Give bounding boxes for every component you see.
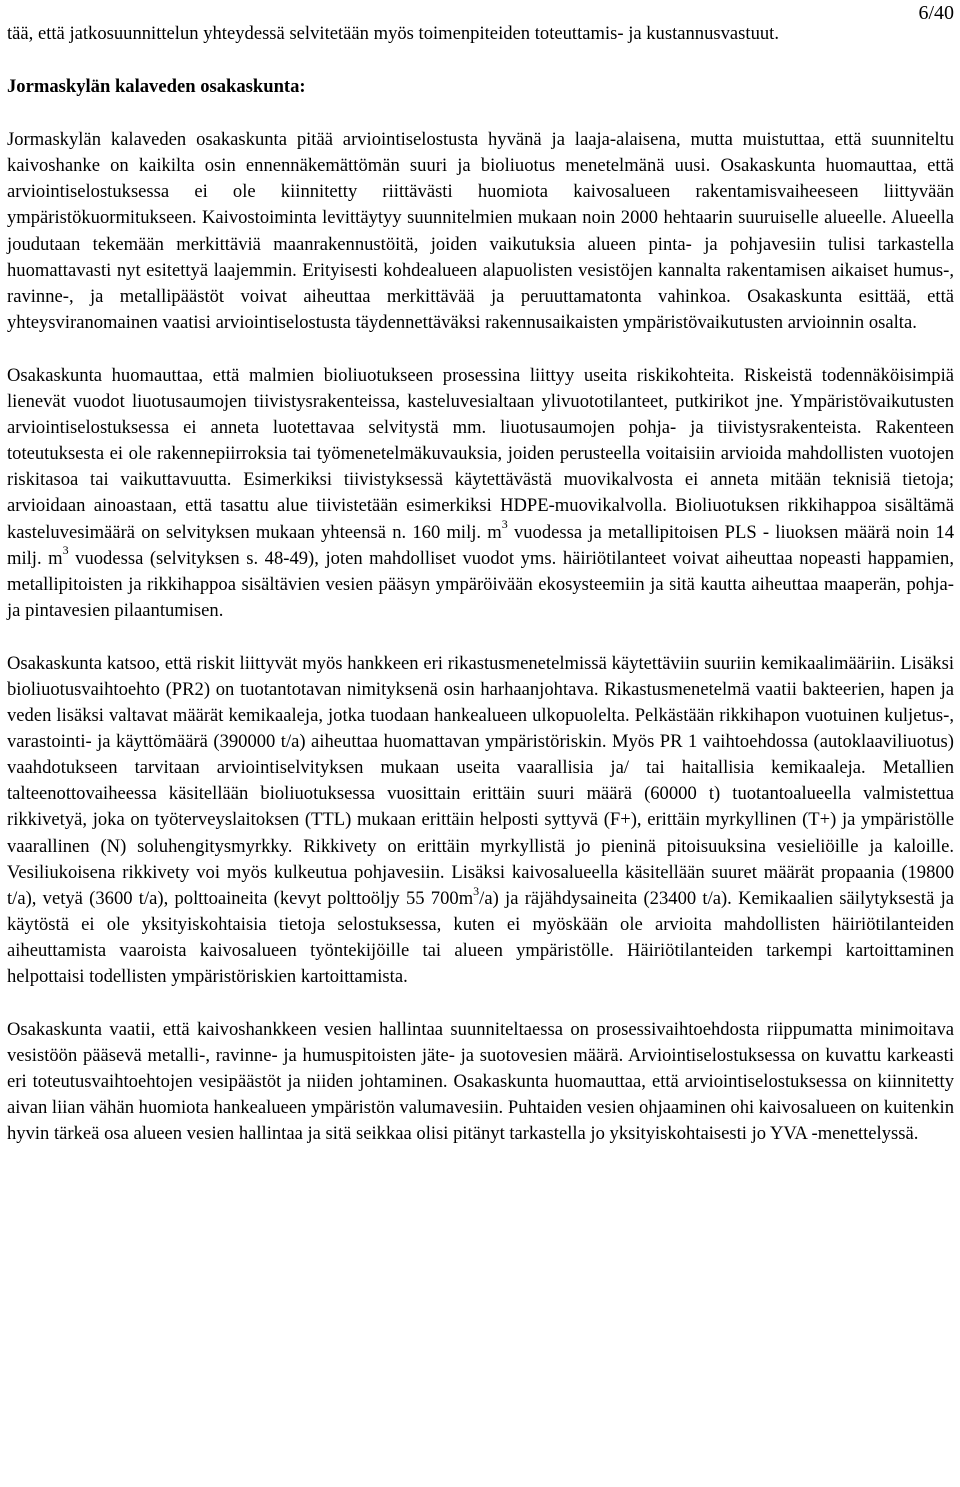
paragraph-text-part: Osakaskunta huomauttaa, että malmien bioliuotukseen prosessina liittyy useita riskikohteita. Riskeistä todennäköisimpiä lienevät vuodot liuotusaumojen tiivistysrakenteissa, kasteluvesialtaan ylivuototilanteet, putkirikot jne. Ympäristövaikutusten arviointiselostuksessa ei anneta luotettavaa selvitystä mm. liuotusaumojen pohja- ja tiivistysrakenteista. Rakenteen toteutuksesta ei ole rakennepiirroksia tai työmenetelmäkuvauksia, joiden perusteella voitaisiin arvioida mahdollisten vuotojen riskitasoa tai vaikuttavuutta. Esimerkiksi tiivistyksessä käytettävästä muovikalvosta ei anneta mitään teknisiä tietoja; arvioidaan ainoastaan, että tasattu alue tiivistetään esimerkiksi HDPE-muovikalvolla. Bioliuotuksen rikkihappoa sisältämä kasteluvesimäärä on selvityksen mukaan yhteensä n. 160 milj. m xyxy=(7,364,954,543)
intro-paragraph: tää, että jatkosuunnittelun yhteydessä selvitetään myös toimenpiteiden toteuttamis- ja kustannusvastuut. xyxy=(7,23,779,44)
superscript: 3 xyxy=(62,543,69,558)
superscript: 3 xyxy=(501,517,508,532)
paragraph-rakentamisvaihe: Jormaskylän kalaveden osakaskunta pitää arviointiselostusta hyvänä ja laaja-alaisena, mutta muistuttaa, että suunniteltu kaivoshanke on kaikilta osin ennennäkemättömän suuri ja bioliuotus menetelmänä uusi. Osakaskunta huomauttaa, että arviointiselostuksessa ei ole kiinnitetty riittävästi huomiota kaivosalueen rakentamisvaiheeseen liittyvään ympäristökuormitukseen. Kaivostoiminta levittäytyy suunnitelmien mukaan noin 2000 hehtaarin suuruiselle alueelle. Alueella joudutaan tekemään merkittäviä maanrakennustöitä, joiden vaikutuksia alueen pinta- ja pohjavesiin tulisi tarkastella huomattavasti nyt esitettyä laajemmin. Erityisesti kohdealueen alapuolisten vesistöjen kannalta rakentamisen aikaiset humus-, ravinne-, ja metallipäästöt voivat aiheuttaa merkittävää ja peruuttamatonta vahinkoa. Osakaskunta esittää, että yhteysviranomainen vaatisi arviointiselostusta täydennettäväksi rakennusaikaisten ympäristövaikutusten arvioinnin osalta. xyxy=(7,129,954,333)
section-heading: Jormaskylän kalaveden osakaskunta: xyxy=(7,76,306,98)
document-page xyxy=(7,0,954,1148)
paragraph-text-part: vuodessa ja metallipitoisen PLS - liuoksen määrä noin 14 milj. m xyxy=(7,521,954,569)
paragraph-text-part: Osakaskunta katsoo, että riskit liittyvät myös hankkeen eri rikastusmenetelmissä käytettäviin suuriin kemikaalimääriin. Lisäksi bioliuotusvaihtoehto (PR2) on tuotantotavan nimityksenä osin harhaanjohtava. Rikastusmenetelmä vaatii bakteerien, hapen ja veden lisäksi valtavat määrät kemikaaleja, jotka tuodaan hankealueen ulkopuolelta. Pelkästään rikkihapon vuotuinen kuljetus-, varastointi- ja käyttömäärä (390000 t/a) aiheuttaa huomattavan ympäristöriskin. Myös PR 1 vaihtoehdossa (autoklaaviliuotus) vaahdotukseen tarvitaan arviointiselvityksen mukaan useita vaarallisia ja/ tai haitallisia kemikaaleja. Metallien talteenottovaiheessa käsitellään bioliuotuksessa vuosittain erittäin suuri määrä (60000 t) tuotantoalueella valmistettua rikkivetyä, joka on työterveyslaitoksen (TTL) mukaan erittäin helposti syttyvä (F+), erittäin myrkyllinen (T+) ja ympäristölle vaarallinen (N) soluhengitysmyrkky. Rikkivety on erittäin myrkyllistä jo pieninä pitoisuuksina vesieliöille ja kaloille. Vesiliukoisena rikkivety voi myös kulkeutua pohjavesiin. Lisäksi kaivosalueella käsitellään suuret määrät propaania (19800 t/a), vetyä (3600 t/a), polttoaineita (kevyt polttoöljy 55 700m xyxy=(7,652,954,909)
paragraph-bioliuotus-riskit xyxy=(7,363,954,624)
superscript: 3 xyxy=(473,883,480,898)
page-number: 6/40 xyxy=(918,2,954,24)
paragraph-kemikaalit xyxy=(7,651,954,990)
paragraph-text-part: /a) ja räjähdysaineita (23400 t/a). Kemikaalien säilytyksestä ja käytöstä ei ole yksityiskohtaisia tietoja selostuksessa, kuten ei myöskään ole arvioita mahdollisten häiriötilanteiden aiheuttamista vaaroista kaivosalueen työntekijöille tai alueen ympäristölle. Häiriötilanteiden tarkempi kartoittaminen helpottaisi todellisten ympäristöriskien kartoittamista. xyxy=(7,887,954,987)
paragraph-vesien-hallinta: Osakaskunta vaatii, että kaivoshankkeen vesien hallintaa suunniteltaessa on prosessivaihtoehdosta riippumatta minimoitava vesistöön pääsevä metalli-, ravinne- ja humuspitoisten jäte- ja suotovesien määrä. Arviointiselostuksessa on kuvattu karkeasti eri toteutusvaihtoehtojen vesipäästöt ja niiden johtaminen. Osakaskunta huomauttaa, että arviointiselostuksessa on kiinnitetty aivan liian vähän huomiota hankealueen ympäristön valumavesiin. Puhtaiden vesien ohjaaminen ohi kaivosalueen on kuitenkin hyvin tärkeä osa alueen vesien hallintaa ja sitä seikkaa olisi pitänyt tarkastella jo yksityiskohtaisesti jo YVA -menettelyssä. xyxy=(7,1019,955,1145)
paragraph-text-part: vuodessa (selvityksen s. 48-49), joten mahdolliset vuodot yms. häiriötilanteet voivat aiheuttaa nopeasti happamien, metallipitoisten ja rikkihappoa sisältävien vesien pääsyn ympäröivään ekosysteemiin ja sitä kautta aiheuttaa maaperän, pohja- ja pintavesien pilaantumisen. xyxy=(7,547,954,621)
